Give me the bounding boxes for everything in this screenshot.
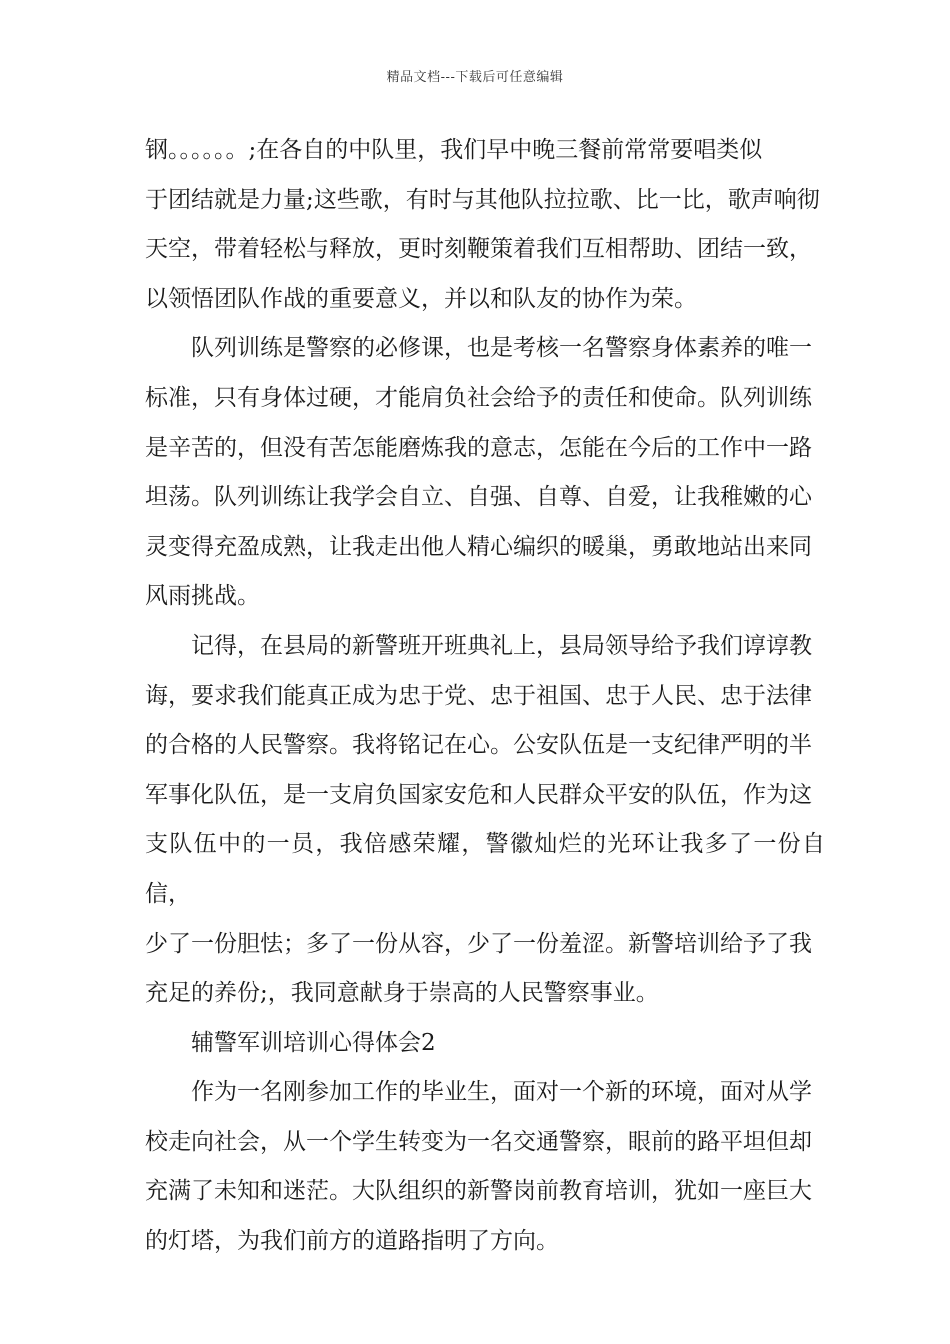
paragraph-continuation <box>145 126 825 324</box>
text-line: 校走向社会，从一个学生转变为一名交通警察，眼前的路平坦但却 <box>145 1128 812 1155</box>
document-body <box>145 126 825 1267</box>
text-line: 以领悟团队作战的重要意义，并以和队友的协作为荣。 <box>145 285 697 312</box>
text-line: 的合格的人民警察。我将铭记在心。公安队伍是一支纪律严明的半 <box>145 732 812 759</box>
text-line: 的灯塔，为我们前方的道路指明了方向。 <box>145 1228 559 1255</box>
paragraph-drill-training <box>145 324 825 622</box>
text-line: 钢。。。。。。;在各自的中队里，我们早中晚三餐前常常要唱类似 <box>145 137 763 163</box>
page-header: 精品文档---下载后可任意编辑 <box>386 70 564 85</box>
paragraph-graduate <box>145 1068 825 1266</box>
text-line: 作为一名刚参加工作的毕业生，面对一个新的环境，面对从学 <box>191 1079 812 1106</box>
text-line: 队列训练是警察的必修课，也是考核一名警察身体素养的唯一 <box>191 335 812 362</box>
text-line: 支队伍中的一员，我倍感荣耀，警徽灿烂的光环让我多了一份自信， <box>145 831 825 907</box>
text-line: 充足的养份;，我同意献身于崇高的人民警察事业。 <box>145 980 659 1007</box>
text-line: 于团结就是力量;这些歌，有时与其他队拉拉歌、比一比，歌声响彻 <box>145 186 820 213</box>
section-heading <box>145 1019 825 1069</box>
text-line: 天空，带着轻松与释放，更时刻鞭策着我们互相帮助、团结一致， <box>145 236 812 263</box>
text-line: 少了一份胆怯；多了一份从容，少了一份羞涩。新警培训给予了我 <box>145 930 812 957</box>
text-line: 诲，要求我们能真正成为忠于党、忠于祖国、忠于人民、忠于法律 <box>145 682 812 709</box>
text-line: 充满了未知和迷茫。大队组织的新警岗前教育培训，犹如一座巨大 <box>145 1178 812 1205</box>
text-line: 是辛苦的，但没有苦怎能磨炼我的意志，怎能在今后的工作中一路 <box>145 434 812 461</box>
text-line: 军事化队伍，是一支肩负国家安危和人民群众平安的队伍，作为这 <box>145 781 812 808</box>
text-line: 风雨挑战。 <box>145 583 260 610</box>
text-line: 标准，只有身体过硬，才能肩负社会给予的责任和使命。队列训练 <box>145 384 812 411</box>
section-title: 辅警军训培训心得体会2 <box>191 1029 436 1056</box>
text-line: 灵变得充盈成熟，让我走出他人精心编织的暖巢，勇敢地站出来同 <box>145 533 812 560</box>
paragraph-opening-ceremony <box>145 622 825 1019</box>
text-line: 记得，在县局的新警班开班典礼上，县局领导给予我们谆谆教 <box>191 632 812 659</box>
text-line: 坦荡。队列训练让我学会自立、自强、自尊、自爱，让我稚嫩的心 <box>145 484 812 511</box>
